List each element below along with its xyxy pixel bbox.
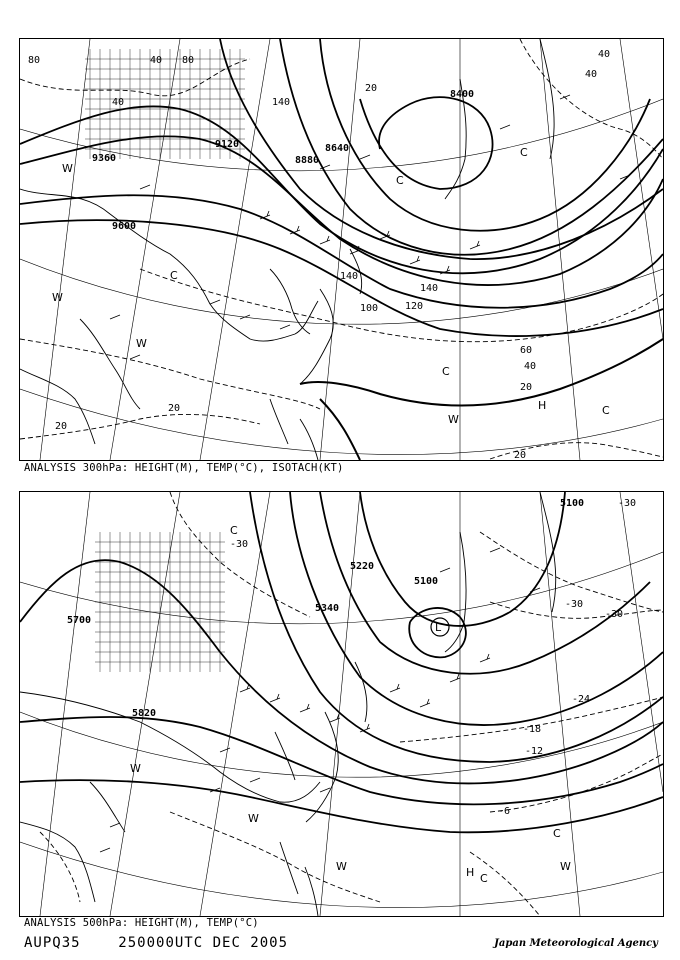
isotherm-contour-1 bbox=[170, 492, 310, 617]
isotach-label: 40 bbox=[585, 69, 598, 80]
meridian-4 bbox=[320, 492, 360, 916]
map-300hpa-svg bbox=[20, 39, 663, 460]
parallel-2 bbox=[20, 712, 663, 777]
station-plots bbox=[110, 95, 630, 359]
chart-id-line bbox=[24, 935, 288, 951]
isotach-thick bbox=[300, 339, 663, 460]
height-contour-5100 bbox=[320, 492, 650, 674]
coastline-southeast-asia bbox=[20, 319, 140, 444]
low-center-label: L bbox=[435, 621, 442, 634]
warm-center-label: W bbox=[248, 812, 259, 825]
coastline-taiwan bbox=[280, 842, 318, 916]
height-contour-5220 bbox=[250, 492, 663, 762]
caption-500hpa: ANALYSIS 500hPa: HEIGHT(M), TEMP(°C) bbox=[24, 917, 259, 929]
analysis-300hpa-map bbox=[19, 38, 664, 461]
hatched-area bbox=[95, 532, 225, 672]
isotach-label: 20 bbox=[55, 421, 68, 432]
isotach-label: 140 bbox=[340, 271, 359, 282]
caption-300hpa: ANALYSIS 300hPa: HEIGHT(M), TEMP(°C), ISOTACH(KT) bbox=[24, 462, 344, 474]
parallel-3 bbox=[20, 842, 663, 908]
height-contour-5820 bbox=[20, 717, 663, 804]
graticule bbox=[20, 492, 663, 916]
isotach-contour-3 bbox=[20, 339, 320, 409]
warm-center-label: W bbox=[62, 162, 73, 175]
height-label-8400: 8400 bbox=[450, 89, 475, 100]
parallel-2 bbox=[20, 259, 663, 324]
height-label-9600: 9600 bbox=[112, 221, 137, 232]
height-label-5700: 5700 bbox=[67, 615, 92, 626]
height-label-5220: 5220 bbox=[350, 561, 375, 572]
coastlines bbox=[20, 492, 556, 916]
warm-center-label: W bbox=[52, 291, 63, 304]
cold-center-label: C bbox=[230, 524, 238, 537]
warm-center-label: W bbox=[136, 337, 147, 350]
temp-label: -6 bbox=[498, 806, 511, 817]
isotach-label: 40 bbox=[598, 49, 611, 60]
high-center-label: H bbox=[466, 866, 475, 879]
warm-center-label: W bbox=[560, 860, 571, 873]
isotach-contour-1 bbox=[20, 59, 250, 96]
hatch-grid bbox=[95, 532, 225, 672]
meridian-7 bbox=[620, 39, 663, 339]
cold-center-label: C bbox=[170, 269, 178, 282]
height-contour-8400 bbox=[360, 97, 493, 189]
height-contour-9120 bbox=[20, 106, 663, 273]
meridian-3 bbox=[200, 39, 270, 460]
isotach-label: 120 bbox=[405, 301, 424, 312]
height-label-5820: 5820 bbox=[132, 708, 157, 719]
cold-center-label: C bbox=[520, 146, 528, 159]
temp-label: -24 bbox=[572, 694, 591, 705]
coastline-kamchatka bbox=[540, 39, 554, 159]
height-label-8640: 8640 bbox=[325, 143, 350, 154]
height-label-5340: 5340 bbox=[315, 603, 340, 614]
isotach-label: 40 bbox=[524, 361, 537, 372]
coastline-korea bbox=[270, 269, 310, 334]
cold-center-label: C bbox=[396, 174, 404, 187]
isotach-label: 80 bbox=[182, 55, 195, 66]
temp-label: -12 bbox=[525, 746, 544, 757]
parallel-1 bbox=[20, 552, 663, 624]
cold-center-label: C bbox=[602, 404, 610, 417]
isotach-label: 140 bbox=[272, 97, 291, 108]
warm-center-label: W bbox=[130, 762, 141, 775]
isotach-label: 60 bbox=[520, 345, 533, 356]
height-contour-9600 bbox=[20, 195, 663, 308]
coastline-southeast-asia bbox=[20, 782, 125, 902]
isotherm-contour-5 bbox=[170, 812, 380, 902]
height-label-9120: 9120 bbox=[215, 139, 240, 150]
isotach-label: 20 bbox=[514, 450, 527, 460]
temp-label: -30 bbox=[230, 539, 249, 550]
warm-center-label: W bbox=[448, 413, 459, 426]
agency-name: Japan Meteorological Agency bbox=[494, 938, 658, 949]
isotach-thick-line bbox=[300, 339, 663, 405]
isotach-label: 40 bbox=[112, 97, 125, 108]
height-label-8880: 8880 bbox=[295, 155, 320, 166]
isotach-label: 40 bbox=[150, 55, 163, 66]
high-center-label: H bbox=[538, 399, 547, 412]
temp-label: -18 bbox=[523, 724, 542, 735]
isotach-thick-line-2 bbox=[320, 399, 360, 460]
isotach-label: 20 bbox=[520, 382, 533, 393]
height-contour-extra-1 bbox=[360, 492, 565, 626]
valid-time: 250000UTC DEC 2005 bbox=[118, 935, 289, 951]
meridian-4 bbox=[320, 39, 360, 460]
coastline-asia bbox=[20, 189, 318, 341]
isotach-label: 80 bbox=[28, 55, 41, 66]
height-contour-9360 bbox=[20, 136, 663, 285]
isotach-label: 20 bbox=[365, 83, 378, 94]
wind-barb bbox=[110, 95, 630, 359]
warm-center-label: W bbox=[336, 860, 347, 873]
coastline-sakhalin bbox=[445, 532, 466, 652]
isotach-label: 20 bbox=[168, 403, 181, 414]
temp-label: -30 bbox=[618, 498, 637, 509]
cold-center-label: C bbox=[553, 827, 561, 840]
analysis-500hpa-map bbox=[19, 491, 664, 917]
cold-center-label: C bbox=[442, 365, 450, 378]
isotach-label: 100 bbox=[360, 303, 379, 314]
height-label-5100: 5100 bbox=[414, 576, 439, 587]
meridian-1 bbox=[40, 39, 90, 460]
temp-label: -30 bbox=[565, 599, 584, 610]
chart-id: AUPQ35 bbox=[24, 935, 81, 951]
isotach-label: 140 bbox=[420, 283, 439, 294]
temp-label: -30 bbox=[605, 609, 624, 620]
height-label-5100-east: 5100 bbox=[560, 498, 585, 509]
meridian-2 bbox=[110, 492, 180, 916]
isotherm-contours bbox=[40, 492, 663, 916]
cold-center-label: C bbox=[480, 872, 488, 885]
height-label-9360: 9360 bbox=[92, 153, 117, 164]
meridian-3 bbox=[200, 492, 270, 916]
map-500hpa-svg bbox=[20, 492, 663, 916]
